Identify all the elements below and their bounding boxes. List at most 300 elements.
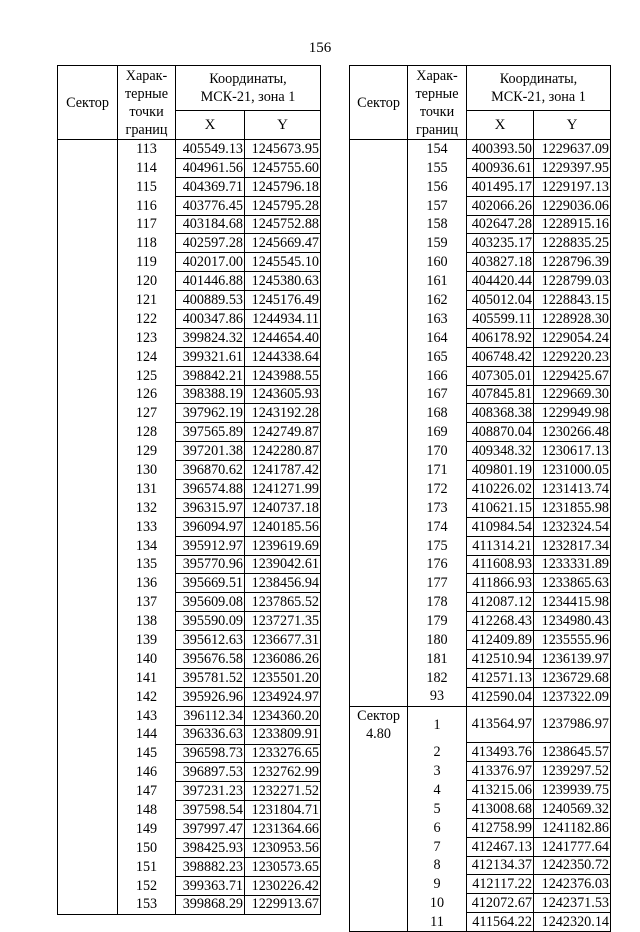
x-coordinate-cell: 395676.58	[176, 650, 245, 669]
point-number-cell: 182	[408, 668, 467, 687]
sector-cell	[350, 272, 408, 291]
table-row	[350, 366, 611, 385]
sector-cell	[58, 404, 118, 423]
point-number-cell: 180	[408, 631, 467, 650]
table-row	[350, 404, 611, 423]
point-number-cell: 133	[118, 517, 176, 536]
sector-cell	[350, 875, 408, 894]
sector-cell	[58, 253, 118, 272]
x-coordinate-cell: 399824.32	[176, 328, 245, 347]
sector-cell	[350, 517, 408, 536]
y-coordinate-cell: 1229425.67	[534, 366, 611, 385]
point-number-cell: 149	[118, 820, 176, 839]
x-coordinate-cell: 411564.22	[467, 913, 534, 932]
y-coordinate-cell: 1243192.28	[245, 404, 321, 423]
sector-cell	[350, 234, 408, 253]
y-coordinate-cell: 1244654.40	[245, 328, 321, 347]
y-coordinate-cell: 1230617.13	[534, 442, 611, 461]
y-coordinate-cell: 1242376.03	[534, 875, 611, 894]
table-row	[350, 743, 611, 762]
sector-cell	[350, 555, 408, 574]
point-number-cell: 129	[118, 442, 176, 461]
table-row	[350, 140, 611, 159]
x-coordinate-cell: 404369.71	[176, 177, 245, 196]
coordinates-header: Координаты, МСК-21, зона 1	[176, 66, 321, 111]
sector-cell	[58, 612, 118, 631]
sector-cell	[58, 272, 118, 291]
point-number-cell: 120	[118, 272, 176, 291]
x-coordinate-cell: 402017.00	[176, 253, 245, 272]
x-coordinate-cell: 412072.67	[467, 894, 534, 913]
y-coordinate-cell: 1233865.63	[534, 574, 611, 593]
point-number-cell: 162	[408, 291, 467, 310]
x-coordinate-cell: 412087.12	[467, 593, 534, 612]
table-row	[58, 366, 321, 385]
point-number-cell: 160	[408, 253, 467, 272]
y-coordinate-cell: 1238645.57	[534, 743, 611, 762]
y-coordinate-cell: 1233331.89	[534, 555, 611, 574]
x-coordinate-cell: 412467.13	[467, 837, 534, 856]
sector-cell	[350, 196, 408, 215]
sector-cell	[58, 536, 118, 555]
y-coordinate-cell: 1233809.91	[245, 725, 321, 744]
point-number-cell: 179	[408, 612, 467, 631]
table-row	[58, 517, 321, 536]
point-number-cell: 3	[408, 762, 467, 781]
x-coordinate-cell: 413493.76	[467, 743, 534, 762]
x-coordinate-cell: 398882.23	[176, 857, 245, 876]
point-number-cell: 121	[118, 291, 176, 310]
sector-cell	[58, 763, 118, 782]
table-row	[58, 498, 321, 517]
x-coordinate-cell: 412510.94	[467, 650, 534, 669]
sector-cell	[58, 140, 118, 159]
sector-cell	[58, 668, 118, 687]
point-number-cell: 181	[408, 650, 467, 669]
sector-cell	[350, 140, 408, 159]
sector-cell	[58, 706, 118, 725]
table-row	[58, 140, 321, 159]
x-coordinate-cell: 397962.19	[176, 404, 245, 423]
sector-cell	[350, 536, 408, 555]
table-row	[58, 234, 321, 253]
table-row	[350, 875, 611, 894]
point-number-cell: 152	[118, 876, 176, 895]
point-number-cell: 137	[118, 593, 176, 612]
table-row	[58, 328, 321, 347]
point-number-cell: 177	[408, 574, 467, 593]
table-row	[350, 291, 611, 310]
y-coordinate-cell: 1241777.64	[534, 837, 611, 856]
point-number-cell: 131	[118, 480, 176, 499]
point-number-cell: 113	[118, 140, 176, 159]
point-number-cell: 125	[118, 366, 176, 385]
table-row	[58, 253, 321, 272]
sector-cell	[350, 631, 408, 650]
y-coordinate-cell: 1229220.23	[534, 347, 611, 366]
x-coordinate-cell: 396336.63	[176, 725, 245, 744]
y-coordinate-cell: 1238456.94	[245, 574, 321, 593]
x-coordinate-cell: 409348.32	[467, 442, 534, 461]
x-coordinate-cell: 403776.45	[176, 196, 245, 215]
table-row	[58, 404, 321, 423]
point-number-cell: 150	[118, 838, 176, 857]
sector-cell	[350, 328, 408, 347]
sector-cell	[58, 328, 118, 347]
table-row	[58, 744, 321, 763]
x-coordinate-cell: 399868.29	[176, 895, 245, 914]
y-coordinate-cell: 1228796.39	[534, 253, 611, 272]
table-row	[350, 762, 611, 781]
x-coordinate-cell: 413376.97	[467, 762, 534, 781]
sector-cell	[350, 837, 408, 856]
sector-cell	[350, 347, 408, 366]
sector-cell	[350, 894, 408, 913]
sector-cell	[58, 215, 118, 234]
table-row	[58, 536, 321, 555]
x-coordinate-cell: 399363.71	[176, 876, 245, 895]
x-coordinate-cell: 406178.92	[467, 328, 534, 347]
y-coordinate-cell: 1237322.09	[534, 687, 611, 706]
sector-cell	[58, 442, 118, 461]
point-number-cell: 135	[118, 555, 176, 574]
x-coordinate-cell: 400347.86	[176, 310, 245, 329]
y-coordinate-cell: 1237865.52	[245, 593, 321, 612]
table-row	[58, 857, 321, 876]
table-row	[350, 650, 611, 669]
x-coordinate-cell: 413564.97	[467, 706, 534, 743]
sector-cell	[58, 744, 118, 763]
sector-cell	[350, 461, 408, 480]
table-row	[58, 895, 321, 914]
table-row	[58, 272, 321, 291]
table-row	[350, 442, 611, 461]
point-number-cell: 161	[408, 272, 467, 291]
x-coordinate-cell: 405549.13	[176, 140, 245, 159]
x-header: X	[467, 111, 534, 140]
x-coordinate-cell: 408870.04	[467, 423, 534, 442]
point-number-cell: 143	[118, 706, 176, 725]
table-row	[350, 517, 611, 536]
table-row	[350, 856, 611, 875]
y-coordinate-cell: 1234924.97	[245, 687, 321, 706]
x-coordinate-cell: 402597.28	[176, 234, 245, 253]
point-number-cell: 118	[118, 234, 176, 253]
sector-cell	[58, 423, 118, 442]
sector-cell	[350, 404, 408, 423]
point-number-cell: 153	[118, 895, 176, 914]
y-coordinate-cell: 1237271.35	[245, 612, 321, 631]
x-coordinate-cell: 395669.51	[176, 574, 245, 593]
y-coordinate-cell: 1239619.69	[245, 536, 321, 555]
x-coordinate-cell: 407845.81	[467, 385, 534, 404]
y-coordinate-cell: 1242371.53	[534, 894, 611, 913]
point-number-cell: 178	[408, 593, 467, 612]
x-coordinate-cell: 398842.21	[176, 366, 245, 385]
table-row	[350, 272, 611, 291]
x-coordinate-cell: 398388.19	[176, 385, 245, 404]
x-coordinate-cell: 412409.89	[467, 631, 534, 650]
sector-cell	[350, 385, 408, 404]
table-row	[58, 555, 321, 574]
table-row	[58, 876, 321, 895]
table-row	[350, 837, 611, 856]
table-row	[350, 158, 611, 177]
table-row	[58, 461, 321, 480]
x-coordinate-cell: 395781.52	[176, 668, 245, 687]
table-row	[58, 347, 321, 366]
point-number-cell: 155	[408, 158, 467, 177]
table-row	[58, 215, 321, 234]
point-number-cell: 123	[118, 328, 176, 347]
point-number-cell: 124	[118, 347, 176, 366]
point-number-cell: 115	[118, 177, 176, 196]
y-coordinate-cell: 1236139.97	[534, 650, 611, 669]
sector-cell	[58, 687, 118, 706]
sector-cell	[350, 913, 408, 932]
x-coordinate-cell: 400889.53	[176, 291, 245, 310]
point-number-cell: 127	[118, 404, 176, 423]
y-coordinate-cell: 1242280.87	[245, 442, 321, 461]
table-row	[58, 480, 321, 499]
sector-cell	[350, 423, 408, 442]
table-row	[58, 291, 321, 310]
y-coordinate-cell: 1229913.67	[245, 895, 321, 914]
y-coordinate-cell: 1242350.72	[534, 856, 611, 875]
table-row	[350, 913, 611, 932]
y-coordinate-cell: 1229669.30	[534, 385, 611, 404]
table-row	[350, 593, 611, 612]
x-coordinate-cell: 404420.44	[467, 272, 534, 291]
table-row	[58, 687, 321, 706]
x-coordinate-cell: 403235.17	[467, 234, 534, 253]
x-coordinate-cell: 410984.54	[467, 517, 534, 536]
point-number-cell: 163	[408, 310, 467, 329]
y-coordinate-cell: 1245673.95	[245, 140, 321, 159]
sector-cell	[58, 366, 118, 385]
y-coordinate-cell: 1235501.20	[245, 668, 321, 687]
x-coordinate-cell: 395926.96	[176, 687, 245, 706]
x-coordinate-cell: 411314.21	[467, 536, 534, 555]
y-coordinate-cell: 1242749.87	[245, 423, 321, 442]
table-row	[350, 668, 611, 687]
sector-cell	[350, 612, 408, 631]
x-coordinate-cell: 400393.50	[467, 140, 534, 159]
y-coordinate-cell: 1231413.74	[534, 480, 611, 499]
table-row	[350, 706, 611, 743]
table-row	[58, 820, 321, 839]
table-row	[350, 385, 611, 404]
point-number-cell: 8	[408, 856, 467, 875]
table-row	[350, 234, 611, 253]
y-coordinate-cell: 1245669.47	[245, 234, 321, 253]
x-coordinate-cell: 398425.93	[176, 838, 245, 857]
sector-cell	[350, 310, 408, 329]
point-number-cell: 117	[118, 215, 176, 234]
point-number-cell: 6	[408, 818, 467, 837]
sector-cell	[58, 291, 118, 310]
x-coordinate-cell: 411608.93	[467, 555, 534, 574]
point-number-cell: 170	[408, 442, 467, 461]
point-number-cell: 141	[118, 668, 176, 687]
sector-cell	[58, 650, 118, 669]
table-row	[58, 838, 321, 857]
point-number-cell: 2	[408, 743, 467, 762]
y-coordinate-cell: 1245380.63	[245, 272, 321, 291]
point-number-cell: 128	[118, 423, 176, 442]
table-row	[58, 612, 321, 631]
x-coordinate-cell: 412590.04	[467, 687, 534, 706]
point-number-cell: 164	[408, 328, 467, 347]
point-number-cell: 93	[408, 687, 467, 706]
table-row	[58, 763, 321, 782]
sector-cell	[58, 517, 118, 536]
sector-cell	[58, 801, 118, 820]
sector-cell	[58, 857, 118, 876]
y-coordinate-cell: 1245755.60	[245, 158, 321, 177]
x-coordinate-cell: 401495.17	[467, 177, 534, 196]
sector-cell	[350, 498, 408, 517]
y-coordinate-cell: 1245796.18	[245, 177, 321, 196]
coordinates-table-right	[349, 65, 611, 932]
x-coordinate-cell: 401446.88	[176, 272, 245, 291]
y-coordinate-cell: 1231804.71	[245, 801, 321, 820]
point-number-cell: 158	[408, 215, 467, 234]
sector-cell	[350, 818, 408, 837]
x-coordinate-cell: 412268.43	[467, 612, 534, 631]
table-row	[350, 536, 611, 555]
x-coordinate-cell: 396897.53	[176, 763, 245, 782]
x-coordinate-cell: 412117.22	[467, 875, 534, 894]
y-coordinate-cell: 1228928.30	[534, 310, 611, 329]
y-coordinate-cell: 1232817.34	[534, 536, 611, 555]
table-row	[350, 574, 611, 593]
point-number-cell: 174	[408, 517, 467, 536]
x-coordinate-cell: 399321.61	[176, 347, 245, 366]
sector-cell	[58, 385, 118, 404]
point-number-cell: 171	[408, 461, 467, 480]
point-number-cell: 10	[408, 894, 467, 913]
table-row	[58, 442, 321, 461]
x-coordinate-cell: 413008.68	[467, 799, 534, 818]
point-number-cell: 134	[118, 536, 176, 555]
table-row	[58, 650, 321, 669]
table-row	[58, 177, 321, 196]
point-number-cell: 145	[118, 744, 176, 763]
sector-cell	[350, 687, 408, 706]
table-row	[350, 781, 611, 800]
y-coordinate-cell: 1232271.52	[245, 782, 321, 801]
y-coordinate-cell: 1232324.54	[534, 517, 611, 536]
x-coordinate-cell: 395590.09	[176, 612, 245, 631]
sector-header: Сектор	[350, 66, 408, 140]
sector-cell	[58, 574, 118, 593]
point-number-cell: 122	[118, 310, 176, 329]
table-row	[350, 555, 611, 574]
x-coordinate-cell: 396598.73	[176, 744, 245, 763]
x-coordinate-cell: 397997.47	[176, 820, 245, 839]
sector-cell	[58, 838, 118, 857]
x-coordinate-cell: 395609.08	[176, 593, 245, 612]
point-number-cell: 154	[408, 140, 467, 159]
table-row	[350, 687, 611, 706]
point-number-cell: 11	[408, 913, 467, 932]
x-coordinate-cell: 410226.02	[467, 480, 534, 499]
y-coordinate-cell: 1230573.65	[245, 857, 321, 876]
sector-cell	[58, 876, 118, 895]
point-number-cell: 7	[408, 837, 467, 856]
sector-cell	[58, 347, 118, 366]
point-number-cell: 151	[118, 857, 176, 876]
table-row	[350, 423, 611, 442]
x-coordinate-cell: 404961.56	[176, 158, 245, 177]
table-row	[350, 253, 611, 272]
y-coordinate-cell: 1243988.55	[245, 366, 321, 385]
point-number-cell: 168	[408, 404, 467, 423]
x-coordinate-cell: 397201.38	[176, 442, 245, 461]
sector-cell	[58, 631, 118, 650]
point-number-cell: 132	[118, 498, 176, 517]
point-number-cell: 9	[408, 875, 467, 894]
sector-cell	[58, 820, 118, 839]
y-coordinate-cell: 1236729.68	[534, 668, 611, 687]
table-row	[350, 461, 611, 480]
point-number-cell: 156	[408, 177, 467, 196]
point-number-cell: 142	[118, 687, 176, 706]
y-coordinate-cell: 1233276.65	[245, 744, 321, 763]
point-number-cell: 4	[408, 781, 467, 800]
coordinates-header: Координаты, МСК-21, зона 1	[467, 66, 611, 111]
sector-cell	[350, 442, 408, 461]
sector-cell	[58, 177, 118, 196]
y-coordinate-cell: 1230953.56	[245, 838, 321, 857]
point-number-cell: 136	[118, 574, 176, 593]
y-coordinate-cell: 1228799.03	[534, 272, 611, 291]
x-coordinate-cell: 411866.93	[467, 574, 534, 593]
table-row	[58, 631, 321, 650]
point-number-cell: 147	[118, 782, 176, 801]
x-coordinate-cell: 409801.19	[467, 461, 534, 480]
x-coordinate-cell: 413215.06	[467, 781, 534, 800]
sector-cell	[350, 650, 408, 669]
y-coordinate-cell: 1239297.52	[534, 762, 611, 781]
y-coordinate-cell: 1228835.25	[534, 234, 611, 253]
point-number-cell: 165	[408, 347, 467, 366]
sector-cell	[58, 196, 118, 215]
y-header: Y	[534, 111, 611, 140]
table-row	[58, 158, 321, 177]
x-coordinate-cell: 395770.96	[176, 555, 245, 574]
y-header: Y	[245, 111, 321, 140]
y-coordinate-cell: 1234415.98	[534, 593, 611, 612]
point-number-cell: 1	[408, 706, 467, 743]
y-coordinate-cell: 1240737.18	[245, 498, 321, 517]
point-number-cell: 140	[118, 650, 176, 669]
point-number-cell: 176	[408, 555, 467, 574]
sector-cell	[350, 781, 408, 800]
y-coordinate-cell: 1236677.31	[245, 631, 321, 650]
sector-header: Сектор	[58, 66, 118, 140]
table-row	[350, 631, 611, 650]
x-coordinate-cell: 395912.97	[176, 536, 245, 555]
table-row	[58, 668, 321, 687]
y-coordinate-cell: 1228915.16	[534, 215, 611, 234]
y-coordinate-cell: 1228843.15	[534, 291, 611, 310]
point-number-cell: 144	[118, 725, 176, 744]
y-coordinate-cell: 1242320.14	[534, 913, 611, 932]
sector-cell	[350, 668, 408, 687]
y-coordinate-cell: 1231000.05	[534, 461, 611, 480]
